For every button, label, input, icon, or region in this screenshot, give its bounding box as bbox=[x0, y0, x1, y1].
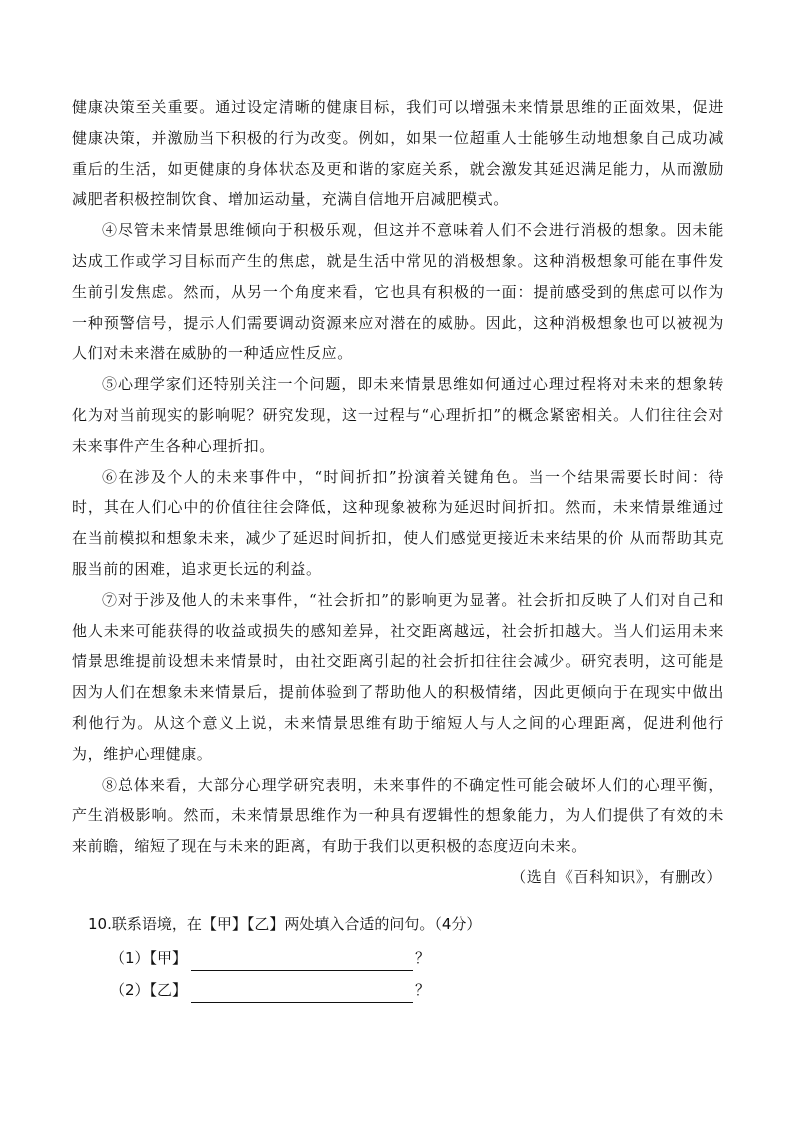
question-10 bbox=[88, 911, 728, 1009]
question-mark: ？ bbox=[415, 949, 431, 967]
source-citation: （选自《百科知识》，有删改） bbox=[511, 867, 722, 886]
answer-label: （1）【甲】 bbox=[110, 949, 188, 967]
answer-blank-2[interactable] bbox=[191, 984, 413, 1003]
paragraph-6: ⑥在涉及个人的未来事件中，“时间折扣”扮演着关键角色。当一个结果需要长时间：待时，其在人们心中的价值往往会降低，这种现象被称为延迟时间折扣。然而，未来情景维通过在当前模拟和想象未来，减少了延迟时间折扣，使人们感觉更接近未来结果的价 从而帮助其克服当前的困难，追求更长远的利益。 bbox=[72, 467, 724, 578]
question-mark: ？ bbox=[415, 981, 431, 999]
answer-label: （2）【乙】 bbox=[110, 981, 188, 999]
paragraph-continuation: 健康决策至关重要。通过设定清晰的健康目标，我们可以增强未来情景思维的正面效果，促进健康决策，并激励当下积极的行为改变。例如，如果一位超重人士能够生动地想象自己成功减重后的生活，如更健康的身体状态及更和谐的家庭关系，就会激发其延迟满足能力，从而激励减肥者积极控制饮食、增加运动量，充满自信地开启减肥模式。 bbox=[72, 98, 724, 209]
question-title: 10.联系语境，在【甲】【乙】两处填入合适的问句。（4分） bbox=[88, 915, 482, 933]
paragraph-5: ⑤心理学家们还特别关注一个问题，即未来情景思维如何通过心理过程将对未来的想象转化为对当前现实的影响呢？研究发现，这一过程与“心理折扣”的概念紧密相关。人们往往会对未来事件产生各种心理折扣。 bbox=[72, 375, 724, 455]
paragraph-8: ⑧总体来看，大部分心理学研究表明，未来事件的不确定性可能会破坏人们的心理平衡，产生消极影响。然而，未来情景思维作为一种具有逻辑性的想象能力，为人们提供了有效的未来前瞻，缩短了现在与未来的距离，有助于我们以更积极的态度迈向未来。 bbox=[72, 775, 724, 856]
paragraph-7: ⑦对于涉及他人的未来事件，“社会折扣”的影响更为显著。社会折扣反映了人们对自己和他人未来可能获得的收益或损失的感知差异，社交距离越远，社会折扣越大。当人们运用未来情景思维提前设想未来情景时，由社交距离引起的社会折扣往往会减少。研究表明，这可能是因为人们在想象未来情景后，提前体验到了帮助他人的积极情绪，因此更倾向于在现实中做出利他行为。从这个意义上说，未来情景思维有助于缩短人与人之间的心理距离，促进利他行为，维护心理健康。 bbox=[72, 590, 724, 763]
passage bbox=[72, 92, 724, 893]
paragraph-4: ④尽管未来情景思维倾向于积极乐观，但这并不意味着人们不会进行消极的想象。因未能达成工作或学习目标而产生的焦虑，就是生活中常见的消极想象。这种消极想象可能在事件发生前引发焦虑。然而，从另一个角度来看，它也具有积极的一面：提前感受到的焦虑可以作为一种预警信号，提示人们需要调动资源来应对潜在的威胁。因此，这种消极想象也可以被视为人们对未来潜在威胁的一种适应性反应。 bbox=[72, 221, 724, 363]
answer-item-1 bbox=[110, 945, 728, 971]
answer-item-2 bbox=[110, 977, 728, 1003]
answer-blank-1[interactable] bbox=[191, 952, 413, 971]
